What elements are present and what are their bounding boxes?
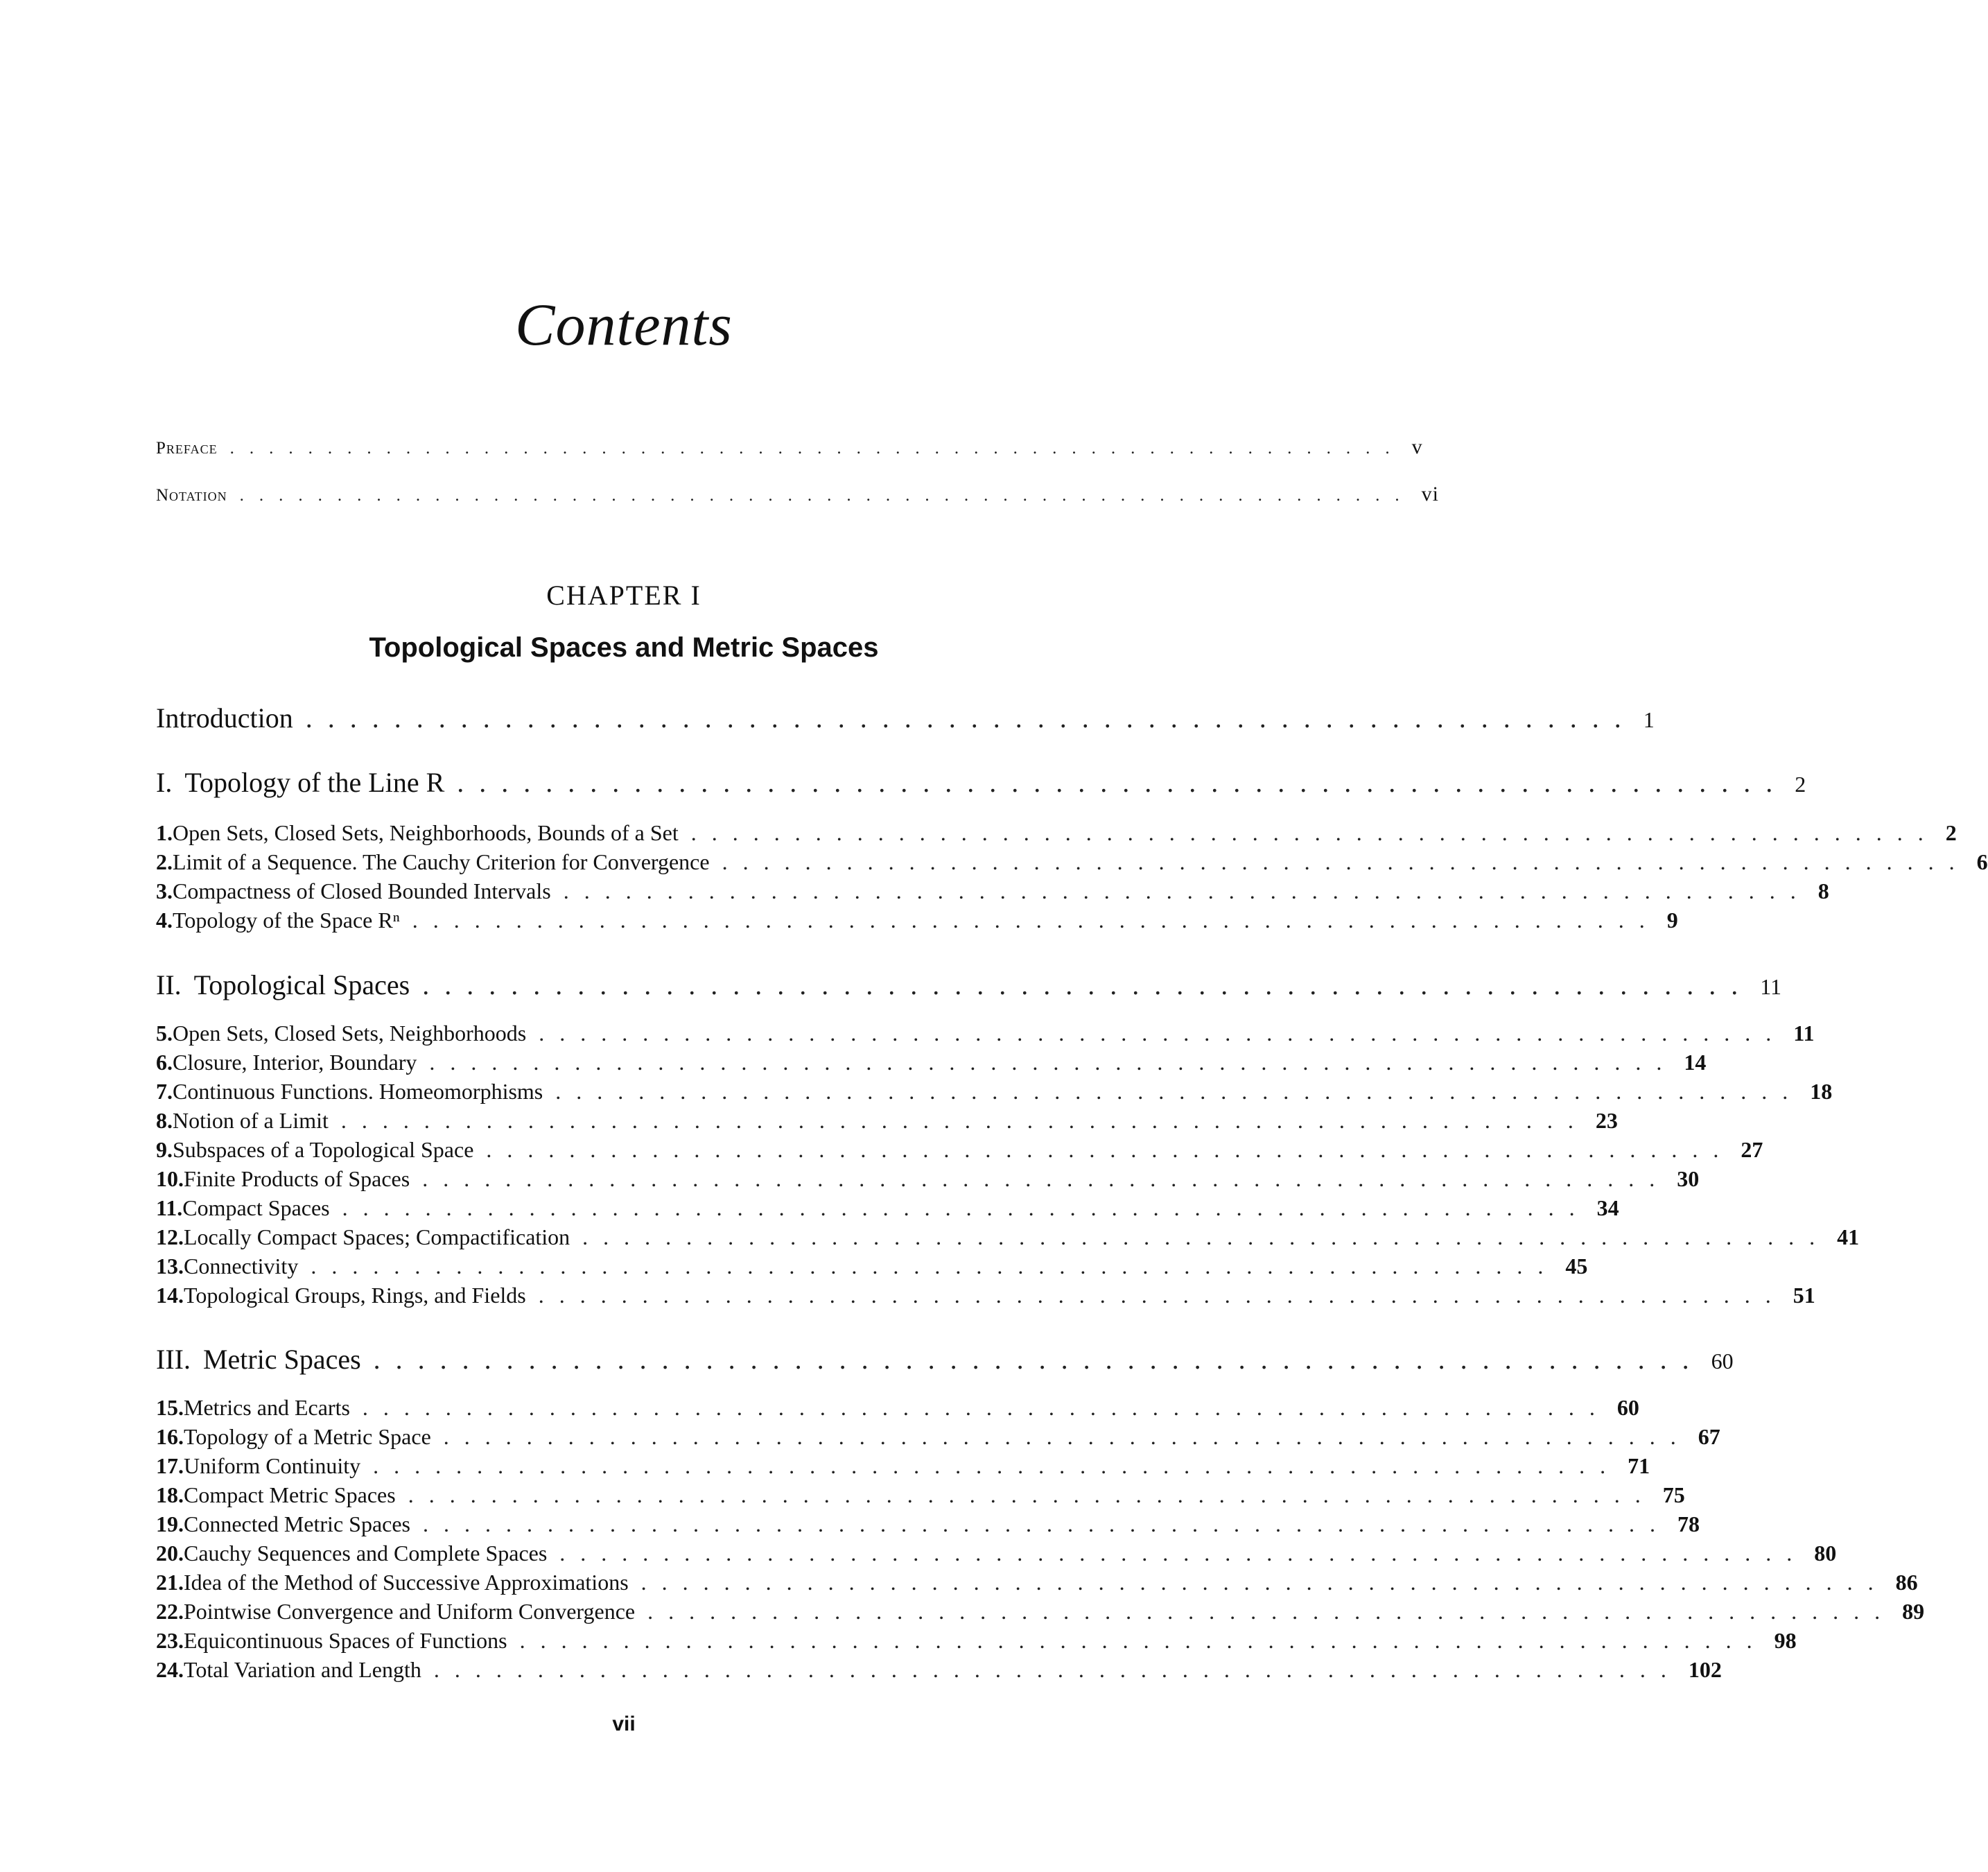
toc-section[interactable] bbox=[156, 1021, 1815, 1046]
dot-leader: ............................................................ bbox=[457, 767, 1788, 798]
section-page: 102 bbox=[1688, 1657, 1722, 1682]
page-title: Contents bbox=[515, 291, 733, 358]
toc-section[interactable] bbox=[156, 1599, 1925, 1624]
section-number: 18. bbox=[156, 1482, 184, 1507]
toc-section[interactable] bbox=[156, 1079, 1833, 1104]
section-label: Limit of a Sequence. The Cauchy Criterion for Convergence bbox=[173, 849, 710, 874]
dot-leader: ............................................................ bbox=[305, 702, 1637, 734]
dot-leader: ............................................................ bbox=[690, 820, 1939, 845]
section-number: 6. bbox=[156, 1050, 173, 1075]
dot-leader: ............................................................ bbox=[429, 1050, 1677, 1075]
toc-entry-preface[interactable] bbox=[156, 435, 1423, 459]
dot-leader: ............................................................ bbox=[239, 486, 1415, 505]
section-page: 45 bbox=[1565, 1254, 1588, 1279]
dot-leader: ............................................................ bbox=[559, 1541, 1808, 1566]
toc-entry-label: Preface bbox=[156, 439, 218, 458]
section-label: Total Variation and Length bbox=[184, 1657, 421, 1682]
section-page: 2 bbox=[1945, 820, 1957, 845]
section-page: 89 bbox=[1902, 1599, 1925, 1624]
toc-entry-page: v bbox=[1411, 435, 1423, 458]
section-page: 98 bbox=[1774, 1628, 1797, 1653]
section-number: 14. bbox=[156, 1283, 184, 1308]
section-page: 11 bbox=[1793, 1021, 1815, 1046]
part-label: Topology of the Line R bbox=[184, 767, 445, 798]
dot-leader: ............................................................ bbox=[423, 1511, 1671, 1536]
toc-section[interactable] bbox=[156, 1108, 1618, 1134]
dot-leader: ............................................................ bbox=[538, 1283, 1786, 1308]
dot-leader: ............................................................ bbox=[486, 1137, 1734, 1162]
toc-section[interactable] bbox=[156, 1541, 1837, 1566]
part-numeral: II. bbox=[156, 969, 182, 1000]
toc-entry-label: Notation bbox=[156, 486, 227, 505]
toc-section[interactable] bbox=[156, 849, 1988, 875]
toc-section[interactable] bbox=[156, 1482, 1685, 1508]
toc-section[interactable] bbox=[156, 908, 1678, 933]
toc-part-3[interactable] bbox=[156, 1343, 1734, 1376]
dot-leader: ............................................................ bbox=[373, 1453, 1621, 1478]
toc-section[interactable] bbox=[156, 1224, 1860, 1250]
section-number: 11. bbox=[156, 1195, 183, 1220]
section-number: 8. bbox=[156, 1108, 173, 1133]
section-label: Uniform Continuity bbox=[184, 1453, 361, 1478]
toc-section[interactable] bbox=[156, 1050, 1707, 1075]
section-label: Open Sets, Closed Sets, Neighborhoods bbox=[173, 1021, 527, 1046]
toc-entry-notation[interactable] bbox=[156, 483, 1439, 506]
section-page: 75 bbox=[1662, 1482, 1685, 1507]
section-page: 8 bbox=[1817, 878, 1829, 903]
dot-leader: ............................................................ bbox=[582, 1224, 1831, 1249]
section-number: 9. bbox=[156, 1137, 173, 1162]
dot-leader: ............................................................ bbox=[555, 1079, 1804, 1104]
section-page: 27 bbox=[1741, 1137, 1763, 1162]
chapter-label: CHAPTER I bbox=[546, 580, 701, 611]
section-page: 71 bbox=[1628, 1453, 1650, 1478]
section-label: Notion of a Limit bbox=[173, 1108, 329, 1133]
section-label: Topological Groups, Rings, and Fields bbox=[184, 1283, 526, 1308]
page-number: vii bbox=[612, 1713, 636, 1735]
chapter-title: Topological Spaces and Metric Spaces bbox=[369, 632, 879, 663]
toc-section[interactable] bbox=[156, 1511, 1700, 1537]
dot-leader: ............................................................ bbox=[433, 1657, 1682, 1682]
toc-entry-label: Introduction bbox=[156, 702, 293, 734]
dot-leader: ............................................................ bbox=[412, 908, 1660, 933]
dot-leader: ............................................................ bbox=[519, 1628, 1768, 1653]
dot-leader: ............................................................ bbox=[640, 1570, 1889, 1595]
dot-leader: ............................................................ bbox=[563, 878, 1811, 903]
part-page: 2 bbox=[1795, 772, 1806, 797]
dot-leader: ............................................................ bbox=[311, 1254, 1559, 1279]
section-number: 20. bbox=[156, 1541, 184, 1566]
section-page: 60 bbox=[1616, 1395, 1639, 1420]
section-number: 17. bbox=[156, 1453, 184, 1478]
dot-leader: ............................................................ bbox=[408, 1482, 1656, 1507]
dot-leader: ............................................................ bbox=[362, 1395, 1610, 1420]
section-page: 67 bbox=[1698, 1424, 1720, 1449]
toc-section[interactable] bbox=[156, 1424, 1720, 1450]
toc-section[interactable] bbox=[156, 1628, 1797, 1654]
dot-leader: ............................................................ bbox=[229, 439, 1405, 458]
section-number: 7. bbox=[156, 1079, 173, 1104]
section-label: Equicontinuous Spaces of Functions bbox=[184, 1628, 507, 1653]
section-number: 1. bbox=[156, 820, 173, 845]
section-label: Finite Products of Spaces bbox=[184, 1166, 410, 1191]
toc-section[interactable] bbox=[156, 1453, 1650, 1479]
section-label: Subspaces of a Topological Space bbox=[173, 1137, 474, 1162]
toc-section[interactable] bbox=[156, 1254, 1588, 1279]
section-label: Continuous Functions. Homeomorphisms bbox=[173, 1079, 543, 1104]
section-label: Connected Metric Spaces bbox=[184, 1511, 410, 1536]
toc-section[interactable] bbox=[156, 1657, 1722, 1683]
toc-entry-introduction[interactable] bbox=[156, 702, 1655, 734]
section-number: 15. bbox=[156, 1395, 184, 1420]
section-page: 34 bbox=[1596, 1195, 1619, 1220]
section-label: Compact Metric Spaces bbox=[184, 1482, 396, 1507]
section-page: 41 bbox=[1837, 1224, 1860, 1249]
toc-section[interactable] bbox=[156, 1137, 1763, 1163]
section-number: 12. bbox=[156, 1224, 184, 1249]
toc-entry-page: vi bbox=[1421, 483, 1439, 505]
section-label: Topology of a Metric Space bbox=[184, 1424, 431, 1449]
section-label: Idea of the Method of Successive Approximations bbox=[184, 1570, 629, 1595]
section-number: 23. bbox=[156, 1628, 184, 1653]
section-page: 23 bbox=[1595, 1108, 1618, 1133]
section-number: 22. bbox=[156, 1599, 184, 1624]
section-label: Pointwise Convergence and Uniform Convergence bbox=[184, 1599, 636, 1624]
toc-section[interactable] bbox=[156, 820, 1957, 846]
section-label: Metrics and Ecarts bbox=[184, 1395, 350, 1420]
part-numeral: I. bbox=[156, 767, 173, 798]
section-label: Connectivity bbox=[184, 1254, 299, 1279]
dot-leader: ............................................................ bbox=[340, 1108, 1589, 1133]
dot-leader: ............................................................ bbox=[342, 1195, 1590, 1220]
part-page: 11 bbox=[1760, 974, 1782, 999]
toc-section[interactable] bbox=[156, 1195, 1619, 1221]
section-page: 9 bbox=[1666, 908, 1678, 933]
section-number: 13. bbox=[156, 1254, 184, 1279]
section-page: 51 bbox=[1793, 1283, 1815, 1308]
section-label: Compactness of Closed Bounded Intervals bbox=[173, 878, 551, 903]
dot-leader: ............................................................ bbox=[373, 1344, 1704, 1375]
section-number: 16. bbox=[156, 1424, 184, 1449]
toc-section[interactable] bbox=[156, 1166, 1700, 1192]
dot-leader: ............................................................ bbox=[722, 849, 1970, 874]
toc-section[interactable] bbox=[156, 878, 1829, 904]
toc-entry-page: 1 bbox=[1643, 707, 1655, 732]
section-number: 4. bbox=[156, 908, 173, 933]
section-page: 30 bbox=[1677, 1166, 1700, 1191]
section-page: 18 bbox=[1810, 1079, 1833, 1104]
dot-leader: ............................................................ bbox=[422, 1166, 1671, 1191]
part-page: 60 bbox=[1711, 1349, 1734, 1373]
dot-leader: ............................................................ bbox=[443, 1424, 1691, 1449]
part-label: Topological Spaces bbox=[193, 969, 410, 1000]
section-number: 3. bbox=[156, 878, 173, 903]
section-number: 5. bbox=[156, 1021, 173, 1046]
toc-part-2[interactable] bbox=[156, 969, 1782, 1001]
section-number: 24. bbox=[156, 1657, 184, 1682]
section-label: Closure, Interior, Boundary bbox=[173, 1050, 417, 1075]
section-label: Locally Compact Spaces; Compactification bbox=[184, 1224, 570, 1249]
toc-section[interactable] bbox=[156, 1283, 1815, 1308]
section-number: 19. bbox=[156, 1511, 184, 1536]
section-label: Cauchy Sequences and Complete Spaces bbox=[184, 1541, 548, 1566]
part-numeral: III. bbox=[156, 1344, 191, 1375]
part-label: Metric Spaces bbox=[202, 1344, 361, 1375]
toc-section[interactable] bbox=[156, 1570, 1918, 1595]
dot-leader: ............................................................ bbox=[422, 969, 1754, 1000]
section-page: 78 bbox=[1677, 1511, 1700, 1536]
section-page: 6 bbox=[1976, 849, 1988, 874]
section-page: 86 bbox=[1895, 1570, 1918, 1595]
toc-section[interactable] bbox=[156, 1395, 1639, 1421]
toc-part-1[interactable] bbox=[156, 766, 1806, 799]
section-number: 2. bbox=[156, 849, 173, 874]
dot-leader: ............................................................ bbox=[647, 1599, 1896, 1624]
section-number: 10. bbox=[156, 1166, 184, 1191]
section-label: Open Sets, Closed Sets, Neighborhoods, Bounds of a Set bbox=[173, 820, 679, 845]
section-page: 14 bbox=[1684, 1050, 1707, 1075]
section-label: Topology of the Space Rⁿ bbox=[173, 908, 400, 933]
dot-leader: ............................................................ bbox=[539, 1021, 1787, 1046]
section-page: 80 bbox=[1814, 1541, 1837, 1566]
section-number: 21. bbox=[156, 1570, 184, 1595]
section-label: Compact Spaces bbox=[182, 1195, 330, 1220]
